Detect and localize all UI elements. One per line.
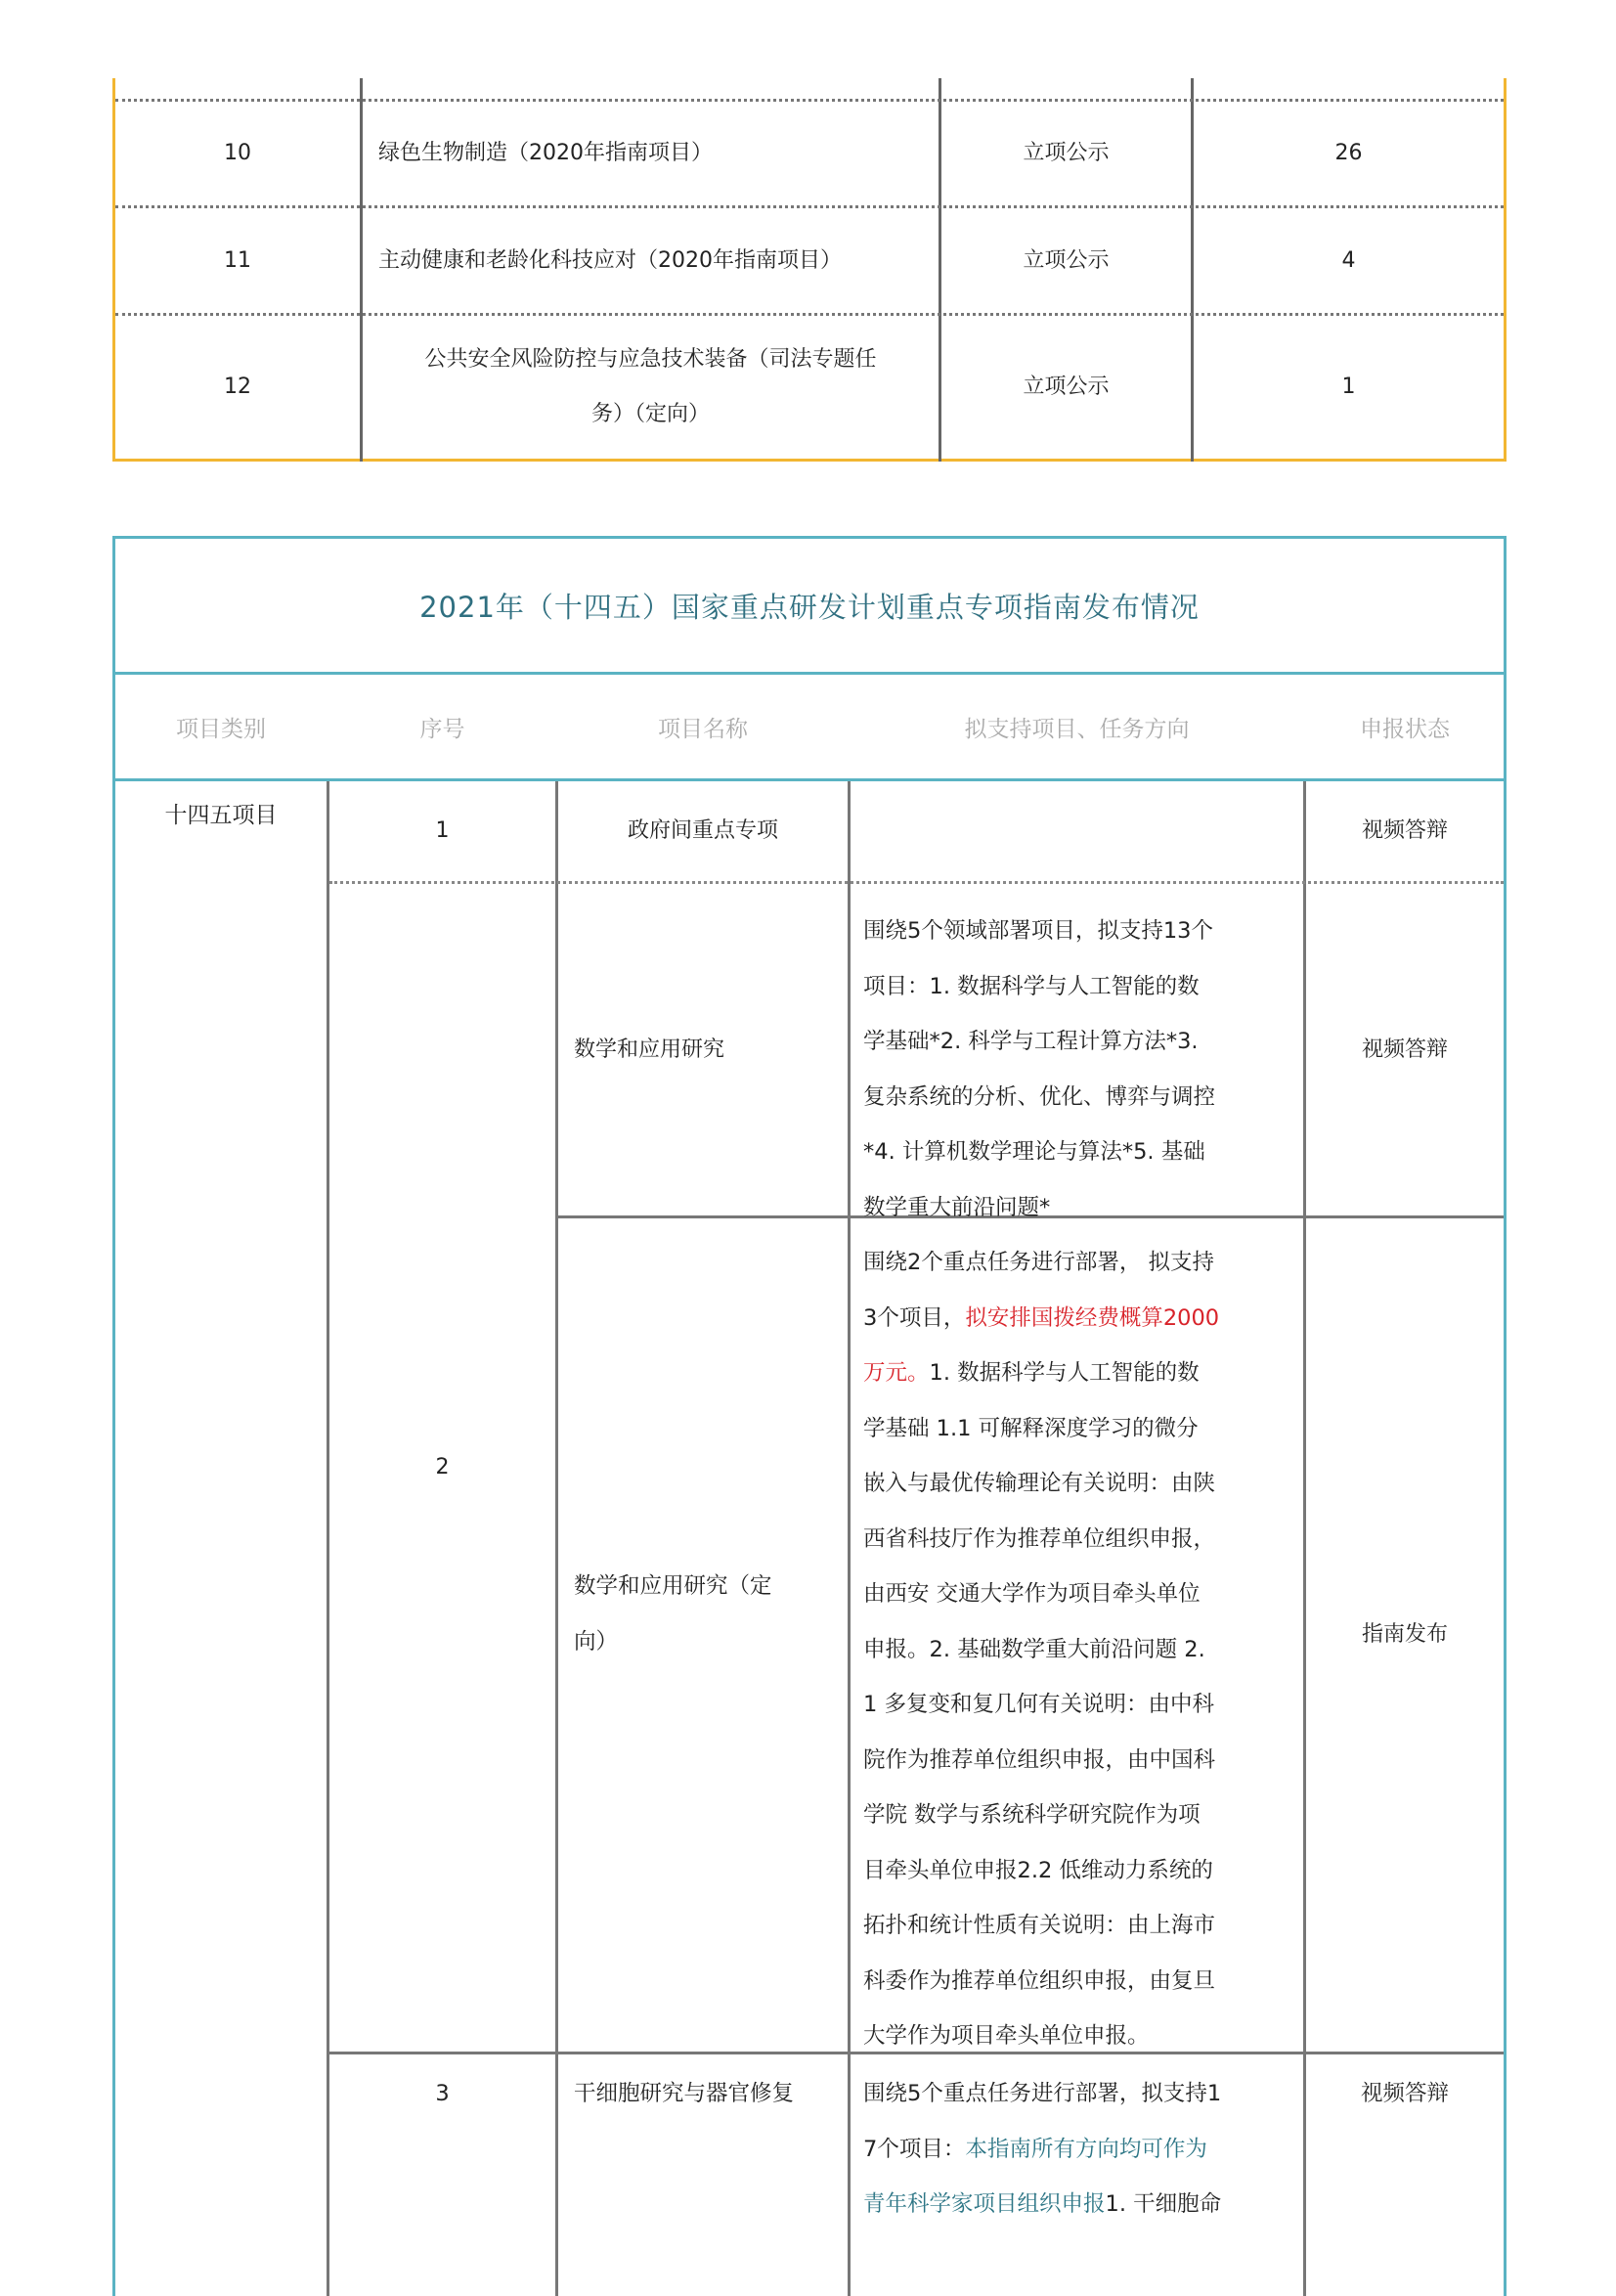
direction-text-plain: 1. 数据科学与人工智能的数: [929, 1360, 1200, 1386]
status: 立项公示: [1023, 141, 1110, 165]
direction-line: 目牵头单位申报2.2 低维动力系统的: [863, 1857, 1213, 1883]
direction-line: 大学作为项目牵头单位申报。: [863, 2023, 1150, 2049]
status: 指南发布: [1361, 1622, 1448, 1647]
direction-line: 拓扑和统计性质有关说明：由上海市: [863, 1913, 1216, 1938]
column-divider: [848, 781, 851, 2296]
direction-text: [863, 1235, 1303, 2064]
count: 1: [1341, 375, 1356, 399]
direction-line: 学基础*2. 科学与工程计算方法*3.: [863, 1029, 1199, 1054]
direction-line: [863, 2122, 1303, 2178]
direction-line: 申报。2. 基础数学重大前沿问题 2.: [863, 1636, 1205, 1662]
project-category: 十四五项目: [164, 803, 278, 828]
status: 视频答辩: [1360, 2081, 1449, 2106]
direction-line: 1 多复变和复几何有关说明：由中科: [863, 1692, 1214, 1717]
table-border-right: [1504, 536, 1507, 2296]
direction-line: 学院 数学与系统科学研究院作为项: [863, 1802, 1201, 1828]
direction-line: 项目：1. 数据科学与人工智能的数: [863, 973, 1200, 999]
funding-highlight: 拟安排国拨经费概算2000: [965, 1304, 1220, 1331]
funding-highlight: 万元。: [863, 1360, 930, 1386]
row-number: 1: [435, 818, 450, 843]
previous-projects-table: [112, 78, 1507, 462]
row-number: 11: [224, 247, 251, 273]
project-name-line: 数学和应用研究（定: [574, 1573, 772, 1599]
header-category: 项目类别: [176, 716, 266, 742]
direction-line: 围绕2个重点任务进行部署， 拟支持: [863, 1250, 1214, 1275]
direction-text: [863, 2066, 1303, 2232]
project-name: 干细胞研究与器官修复: [574, 2081, 795, 2106]
header-directions: 拟支持项目、任务方向: [964, 716, 1190, 742]
direction-line: [863, 2177, 1303, 2232]
status: 视频答辩: [1361, 818, 1448, 843]
guide-release-table: [112, 536, 1507, 2296]
direction-line: 院作为推荐单位组织申报，由中国科: [863, 1746, 1216, 1773]
status: 视频答辩: [1361, 1037, 1448, 1062]
column-divider: [555, 781, 558, 2296]
direction-line: 西省科技厅作为推荐单位组织申报，: [863, 1525, 1216, 1552]
direction-text-plain: 3个项目，: [863, 1304, 966, 1331]
status: 立项公示: [1023, 247, 1110, 273]
project-name: 绿色生物制造（2020年指南项目）: [378, 141, 713, 165]
row-number: 12: [224, 375, 251, 399]
project-name-line: 向）: [574, 1628, 619, 1655]
row-number: 2: [435, 1455, 450, 1479]
youth-highlight: 本指南所有方向均可作为: [965, 2136, 1207, 2162]
direction-line: 数学重大前沿问题*: [863, 1194, 1051, 1220]
direction-line: 嵌入与最优传输理论有关说明：由陕: [863, 1471, 1216, 1496]
direction-line: 科委作为推荐单位组织申报，由复旦: [863, 1967, 1216, 1994]
table-border-bottom: [112, 459, 1507, 462]
direction-line: 学基础 1.1 可解释深度学习的微分: [863, 1415, 1199, 1441]
project-name-line: 公共安全风险防控与应急技术装备（司法专题任: [424, 347, 877, 372]
direction-line: [863, 1346, 1303, 1401]
project-name-line: 务）（定向）: [590, 402, 710, 426]
count: 4: [1341, 247, 1356, 273]
direction-text: [863, 904, 1303, 1235]
header-number: 序号: [419, 716, 465, 742]
project-name: 数学和应用研究: [574, 1037, 725, 1062]
direction-text-plain: 1. 干细胞命: [1105, 2191, 1222, 2217]
table-title: 2021年（十四五）国家重点研发计划重点专项指南发布情况: [419, 590, 1200, 624]
project-name: 主动健康和老龄化科技应对（2020年指南项目）: [378, 247, 842, 273]
direction-line: 复杂系统的分析、优化、博弈与调控: [863, 1083, 1216, 1110]
direction-line: 由西安 交通大学作为项目牵头单位: [863, 1581, 1201, 1607]
header-status: 申报状态: [1360, 716, 1450, 742]
direction-text-plain: 7个项目：: [863, 2136, 966, 2162]
direction-line: *4. 计算机数学理论与算法*5. 基础: [863, 1139, 1205, 1165]
row-number: 3: [435, 2081, 450, 2106]
header-project-name: 项目名称: [658, 716, 748, 742]
youth-highlight: 青年科学家项目组织申报: [863, 2191, 1106, 2217]
direction-line: [863, 1291, 1303, 1347]
project-name: [574, 1559, 846, 1669]
direction-line: 围绕5个重点任务进行部署，拟支持1: [863, 2081, 1222, 2106]
status: 立项公示: [1023, 375, 1110, 399]
count: 26: [1334, 141, 1363, 165]
project-name: [363, 316, 939, 459]
table-border-right: [1504, 78, 1507, 462]
project-name: 政府间重点专项: [627, 818, 778, 843]
direction-line: 围绕5个领域部署项目，拟支持13个: [863, 918, 1213, 944]
row-number: 10: [224, 141, 251, 165]
